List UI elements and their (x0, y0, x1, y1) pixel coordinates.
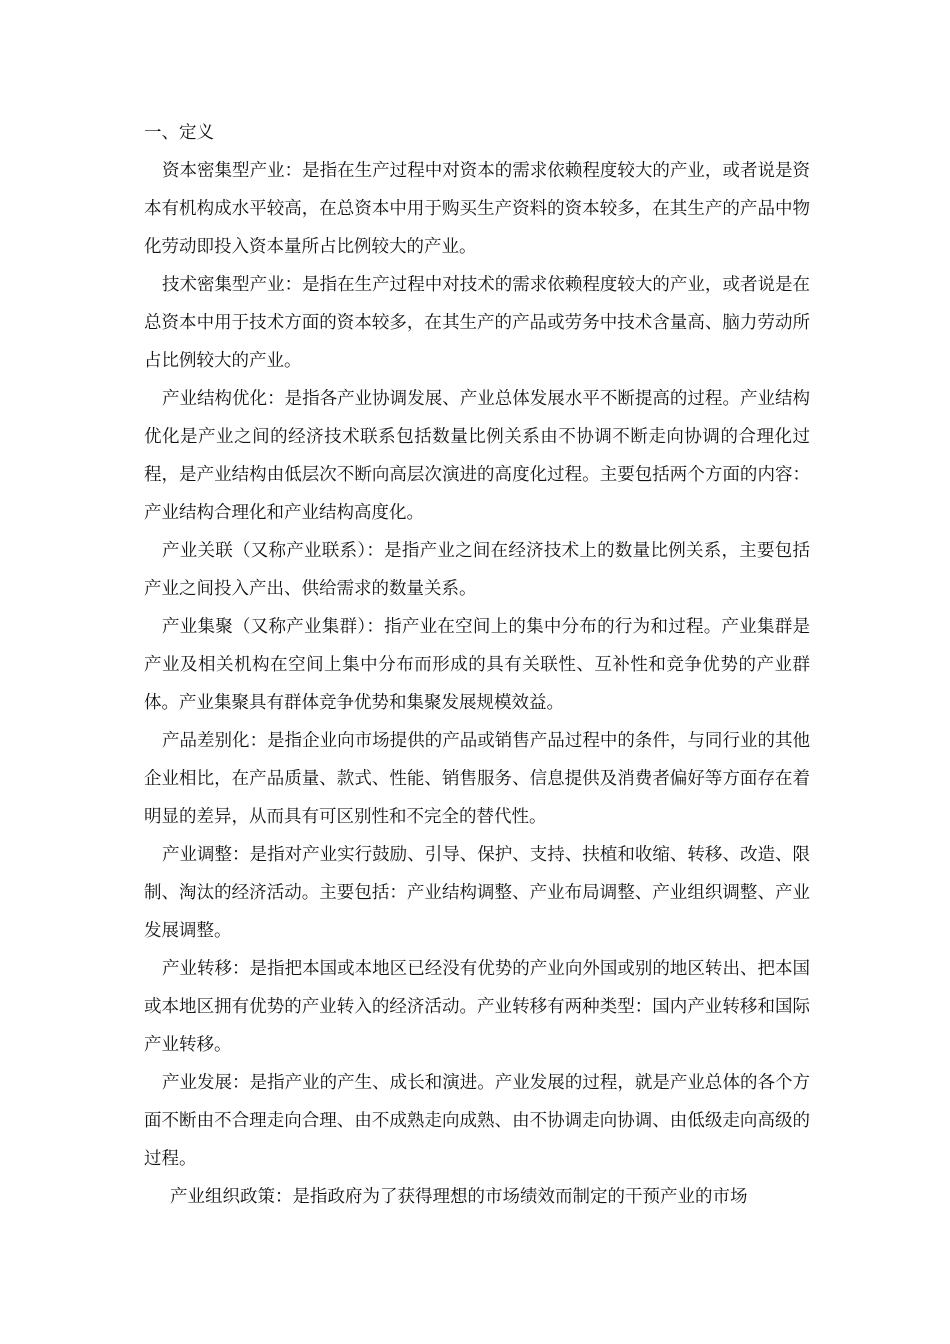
definition-organization-policy: 产业组织政策：是指政府为了获得理想的市场绩效而制定的干预产业的市场 (170, 1187, 748, 1207)
definition-industry-adjustment: 产业调整：是指对产业实行鼓励、引导、保护、支持、扶植和收缩、转移、改造、限制、淘汰的经济活动。主要包括：产业结构调整、产业布局调整、产业组织调整、产业发展调整。 (144, 845, 810, 941)
definition-industry-linkage: 产业关联（又称产业联系）：是指产业之间在经济技术上的数量比例关系，主要包括产业之间投入产出、供给需求的数量关系。 (144, 541, 810, 599)
definition-structure-optimization: 产业结构优化：是指各产业协调发展、产业总体发展水平不断提高的过程。产业结构优化是产业之间的经济技术联系包括数量比例关系由不协调不断走向协调的合理化过程，是产业结构由低层次不断向高层次演进的高度化过程。主要包括两个方面的内容：产业结构合理化和产业结构高度化。 (144, 389, 810, 523)
section-heading: 一、定义 (144, 123, 214, 143)
definition-product-differentiation: 产品差别化：是指企业向市场提供的产品或销售产品过程中的条件，与同行业的其他企业相比，在产品质量、款式、性能、销售服务、信息提供及消费者偏好等方面存在着明显的差异，从而具有可区别性和不完全的替代性。 (144, 731, 810, 827)
definition-industry-transfer: 产业转移：是指把本国或本地区已经没有优势的产业向外国或别的地区转出、把本国或本地区拥有优势的产业转入的经济活动。产业转移有两种类型：国内产业转移和国际产业转移。 (144, 959, 810, 1055)
definition-industry-cluster: 产业集聚（又称产业集群）：指产业在空间上的集中分布的行为和过程。产业集群是产业及相关机构在空间上集中分布而形成的具有关联性、互补性和竞争优势的产业群体。产业集聚具有群体竞争优势和集聚发展规模效益。 (144, 617, 810, 713)
definition-industry-development: 产业发展：是指产业的产生、成长和演进。产业发展的过程，就是产业总体的各个方面不断由不合理走向合理、由不成熟走向成熟、由不协调走向协调、由低级走向高级的过程。 (144, 1073, 810, 1169)
definition-capital-intensive: 资本密集型产业：是指在生产过程中对资本的需求依赖程度较大的产业，或者说是资本有机构成水平较高，在总资本中用于购买生产资料的资本较多，在其生产的产品中物化劳动即投入资本量所占比例较大的产业。 (144, 161, 810, 257)
document-body (144, 114, 810, 1216)
definition-technology-intensive: 技术密集型产业：是指在生产过程中对技术的需求依赖程度较大的产业，或者说是在总资本中用于技术方面的资本较多，在其生产的产品或劳务中技术含量高、脑力劳动所占比例较大的产业。 (144, 275, 810, 371)
